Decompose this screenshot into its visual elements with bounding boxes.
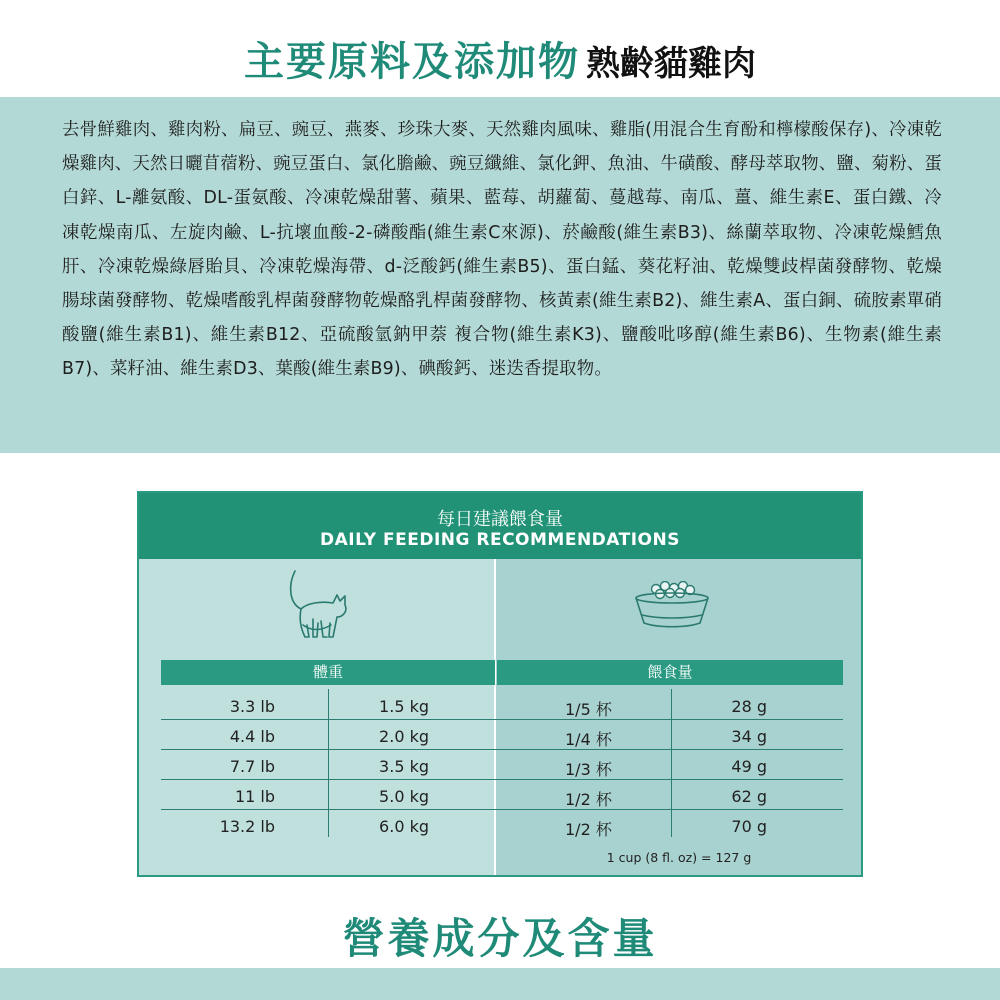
amount-cup: 1/5 杯 — [565, 700, 612, 719]
weight-kg: 6.0 kg — [379, 817, 429, 836]
weight-kg: 1.5 kg — [379, 697, 429, 716]
product-name: 熟齡貓雞肉 — [586, 44, 756, 84]
weight-kg: 3.5 kg — [379, 757, 429, 776]
row-divider — [161, 809, 843, 810]
amount-cup: 1/4 杯 — [565, 730, 612, 749]
weight-lb: 13.2 lb — [219, 817, 275, 836]
feeding-table — [137, 491, 863, 877]
row-divider — [161, 779, 843, 780]
page-title: 主要原料及添加物 — [244, 39, 580, 85]
weight-column-header: 體重 — [161, 660, 495, 685]
weight-divider — [328, 689, 329, 837]
row-divider — [161, 749, 843, 750]
cat-icon — [285, 567, 355, 641]
weight-lb: 3.3 lb — [229, 697, 275, 716]
amount-cup: 1/3 杯 — [565, 760, 612, 779]
column-divider — [494, 559, 496, 877]
amount-column-header: 餵食量 — [497, 660, 843, 685]
feeding-title-zh: 每日建議餵食量 — [437, 509, 563, 530]
amount-grams: 34 g — [731, 727, 767, 746]
ingredients-panel — [0, 97, 1000, 453]
nutrition-section-title: 營養成分及含量 — [342, 914, 658, 963]
feeding-header — [139, 493, 861, 559]
weight-lb: 4.4 lb — [229, 727, 275, 746]
weight-kg: 2.0 kg — [379, 727, 429, 746]
amount-cup: 1/2 杯 — [565, 820, 612, 839]
amount-grams: 49 g — [731, 757, 767, 776]
amount-cup: 1/2 杯 — [565, 790, 612, 809]
cup-conversion-note: 1 cup (8 fl. oz) = 127 g — [606, 850, 752, 865]
weight-lb: 7.7 lb — [229, 757, 275, 776]
feeding-title-en: DAILY FEEDING RECOMMENDATIONS — [320, 530, 680, 550]
amount-divider — [671, 689, 672, 837]
ingredients-title-block — [0, 30, 1000, 87]
amount-grams: 62 g — [731, 787, 767, 806]
amount-grams: 70 g — [731, 817, 767, 836]
row-divider — [161, 719, 843, 720]
food-bowl-icon — [632, 581, 712, 629]
weight-lb: 11 lb — [234, 787, 275, 806]
ingredients-list: 去骨鮮雞肉、雞肉粉、扁豆、豌豆、燕麥、珍珠大麥、天然雞肉風味、雞脂(用混合生育酚和檸檬酸保存)、冷凍乾燥雞肉、天然日曬苜蓿粉、豌豆蛋白、氯化膽鹼、豌豆纖維、氯化鉀、魚油、牛磺酸、酵母萃取物、鹽、菊粉、蛋白鋅、L-離氨酸、DL-蛋氨酸、冷凍乾燥甜薯、蘋果、藍莓、胡蘿蔔、蔓越莓、南瓜、薑、維生素E、蛋白鐵、冷凍乾燥南瓜、左旋肉鹼、L-抗壞血酸-2-磷酸酯(維生素C來源)、菸鹼酸(維生素B3)、絲蘭萃取物、冷凍乾燥鱈魚肝、冷凍乾燥綠唇貽貝、冷凍乾燥海帶、d-泛酸鈣(維生素B5)、蛋白錳、葵花籽油、乾燥雙歧桿菌發酵物、乾燥腸球菌發酵物、乾燥嗜酸乳桿菌發酵物乾燥酪乳桿菌發酵物、核黃素(維生素B2)、維生素A、蛋白銅、硫胺素單硝酸鹽(維生素B1)、維生素B12、亞硫酸氫鈉甲萘 複合物(維生素K3)、鹽酸吡哆醇(維生素B6)、生物素(維生素B7)、菜籽油、維生素D3、葉酸(維生素B9)、碘酸鈣、迷迭香提取物。 — [62, 120, 942, 380]
bottom-band — [0, 968, 1000, 1000]
weight-kg: 5.0 kg — [379, 787, 429, 806]
amount-grams: 28 g — [731, 697, 767, 716]
